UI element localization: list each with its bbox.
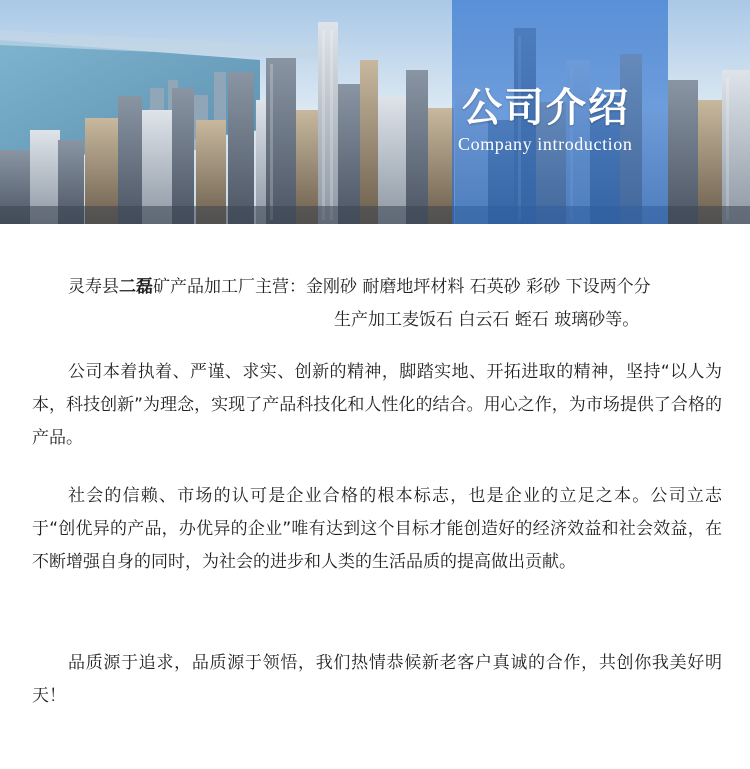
- paragraph-closing: 品质源于追求，品质源于领悟，我们热情恭候新老客户真诚的合作，共创你我美好明天！: [32, 653, 722, 706]
- business-prefix: 灵寿县: [68, 277, 119, 297]
- business-products: 矿产品加工厂主营：金刚砂 耐磨地坪材料 石英砂 彩砂 下设两个分: [153, 277, 651, 297]
- paragraph-mission: 社会的信赖、市场的认可是企业合格的根本标志，也是企业的立足之本。公司立志于“创优异的产品，办优异的企业”唯有达到这个目标才能创造好的经济效益和社会效益，在不断增强自身的同时，为社会的进步和人类的生活品质的提高做出贡献。: [32, 486, 722, 572]
- banner-title: 公司介绍: [462, 85, 630, 131]
- brand-name: 二磊: [119, 277, 153, 297]
- header-banner: [0, 0, 750, 224]
- business-scope-line-2: 生产加工麦饭石 白云石 蛭石 玻璃砂等。: [334, 310, 640, 330]
- paragraph-philosophy: 公司本着执着、严谨、求实、创新的精神，脚踏实地、开拓进取的精神，坚持“以人为本，科技创新”为理念，实现了产品科技化和人性化的结合。用心之作，为市场提供了合格的产品。: [32, 362, 722, 448]
- banner-subtitle: Company introduction: [458, 134, 633, 154]
- business-scope-line-1: [68, 272, 651, 297]
